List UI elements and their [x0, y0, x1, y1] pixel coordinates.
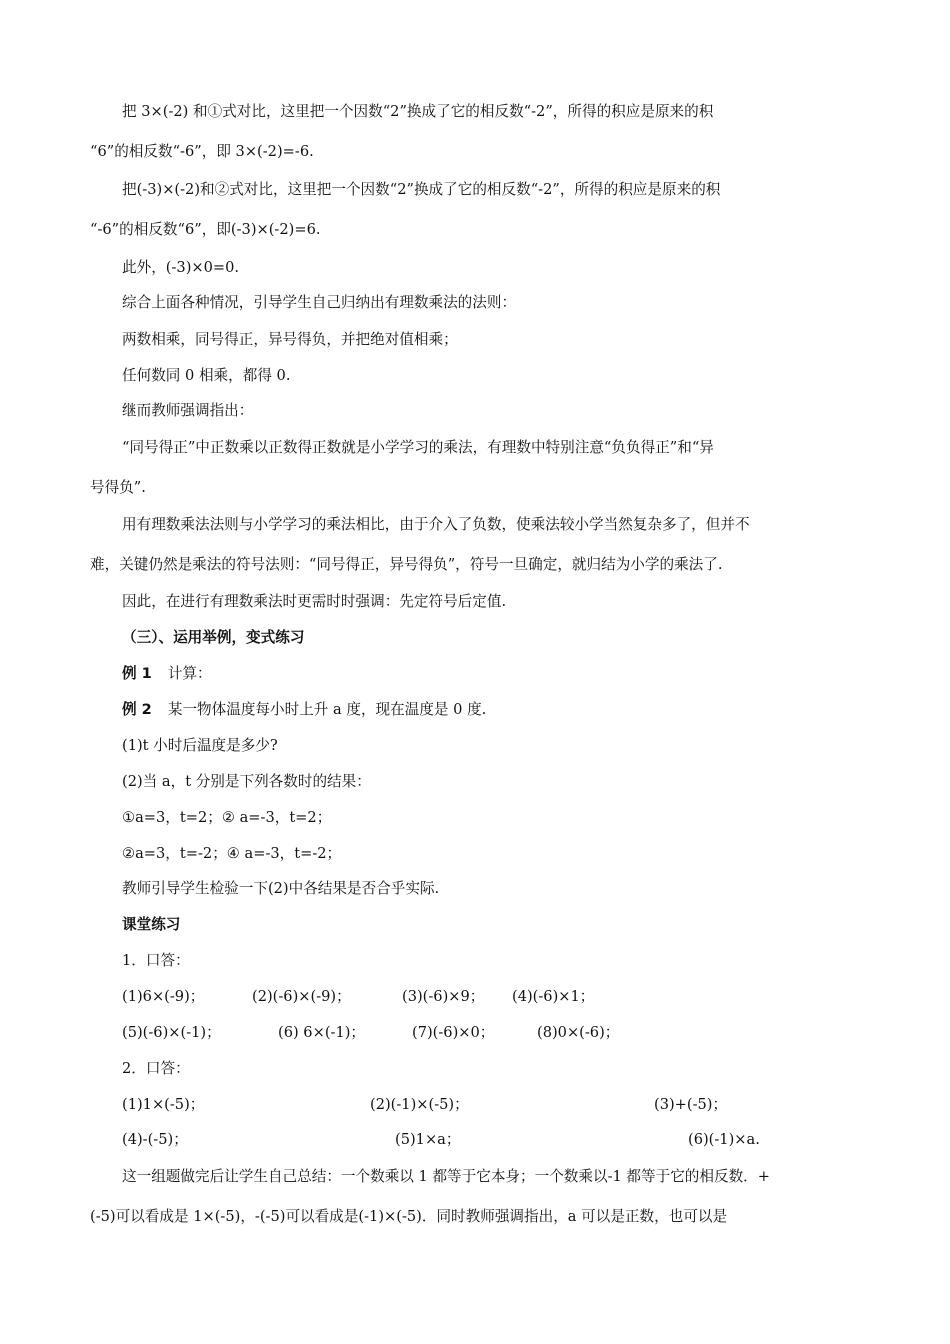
- paragraph: 此外，(-3)×0=0.: [122, 259, 240, 276]
- exercise-item: (2)(-1)×(-5)；: [370, 1096, 469, 1113]
- exercise-label: 1．口答：: [122, 952, 190, 969]
- exercise-item: (3)+(-5)；: [654, 1096, 728, 1113]
- practice-heading: 课堂练习: [122, 916, 181, 933]
- paragraph: 继而教师强调指出：: [122, 402, 254, 419]
- rule-statement: 两数相乘，同号得正，异号得负，并把绝对值相乘；: [122, 331, 458, 348]
- exercise-item: (2)(-6)×(-9)；: [252, 988, 351, 1005]
- exercise-item: (5)1×a；: [395, 1131, 461, 1148]
- paragraph-line: “同号得正”中正数乘以正数得正数就是小学学习的乘法，有理数中特别注意“负负得正”和“异: [122, 439, 714, 456]
- paragraph-line: 用有理数乘法法则与小学学习的乘法相比，由于介入了负数，使乘法较小学当然复杂多了，但并不: [122, 516, 750, 533]
- example-label: 例 1: [122, 665, 152, 682]
- exercise-item: (8)0×(-6)；: [537, 1024, 620, 1041]
- question: (2)当 a，t 分别是下列各数时的结果：: [122, 773, 371, 790]
- section-heading: （三）、运用举例，变式练习: [122, 629, 305, 646]
- paragraph-line: “-6”的相反数“6”，即(-3)×(-2)=6.: [90, 221, 321, 238]
- paragraph: 综合上面各种情况，引导学生自己归纳出有理数乘法的法则：: [122, 294, 517, 311]
- exercise-item: (5)(-6)×(-1)；: [122, 1024, 221, 1041]
- exercise-item: (1)1×(-5)；: [122, 1096, 205, 1113]
- example-text: 某一物体温度每小时上升 a 度，现在温度是 0 度.: [167, 701, 487, 718]
- example-1: [0, 664, 950, 684]
- paragraph-line: 把(-3)×(-2)和②式对比，这里把一个因数“2”换成了它的相反数“-2”，所得的积应是原来的积: [122, 181, 721, 198]
- question: (1)t 小时后温度是多少?: [122, 737, 278, 754]
- exercise-item: (6)(-1)×a.: [688, 1131, 760, 1148]
- paragraph-line: “6”的相反数“-6”，即 3×(-2)=-6.: [90, 143, 314, 160]
- paragraph: 教师引导学生检验一下(2)中各结果是否合乎实际.: [122, 880, 440, 897]
- paragraph-line: 把 3×(-2) 和①式对比，这里把一个因数“2”换成了它的相反数“-2”，所得的积应是原来的积: [122, 103, 714, 120]
- exercise-item: (6) 6×(-1)；: [278, 1024, 366, 1041]
- paragraph-line: 这一组题做完后让学生自己总结：一个数乘以 1 都等于它本身；一个数乘以-1 都等于它的相反数．+: [122, 1168, 770, 1185]
- example-text: 计算：: [167, 665, 212, 682]
- exercise-item: (4)(-6)×1；: [512, 988, 595, 1005]
- exercise-item: (4)-(-5)；: [122, 1131, 188, 1148]
- exercise-item: (7)(-6)×0；: [412, 1024, 495, 1041]
- paragraph-line: (-5)可以看成是 1×(-5)，-(-5)可以看成是(-1)×(-5)．同时教师强调指出，a 可以是正数，也可以是: [90, 1208, 728, 1225]
- example-2: [0, 700, 950, 720]
- exercise-label: 2．口答：: [122, 1060, 190, 1077]
- paragraph-line: 难，关键仍然是乘法的符号法则：“同号得正，异号得负”，符号一旦确定，就归结为小学的乘法了.: [90, 556, 723, 573]
- rule-statement: 任何数同 0 相乘，都得 0.: [122, 367, 291, 384]
- case-list: ②a=3，t=-2；④ a=-3，t=-2；: [122, 845, 342, 862]
- paragraph: 因此，在进行有理数乘法时更需时时强调：先定符号后定值.: [122, 593, 507, 610]
- paragraph-line: 号得负”.: [90, 479, 146, 496]
- exercise-item: (1)6×(-9)；: [122, 988, 205, 1005]
- case-list: ①a=3，t=2；② a=-3，t=2；: [122, 809, 332, 826]
- example-label: 例 2: [122, 701, 152, 718]
- exercise-item: (3)(-6)×9；: [402, 988, 485, 1005]
